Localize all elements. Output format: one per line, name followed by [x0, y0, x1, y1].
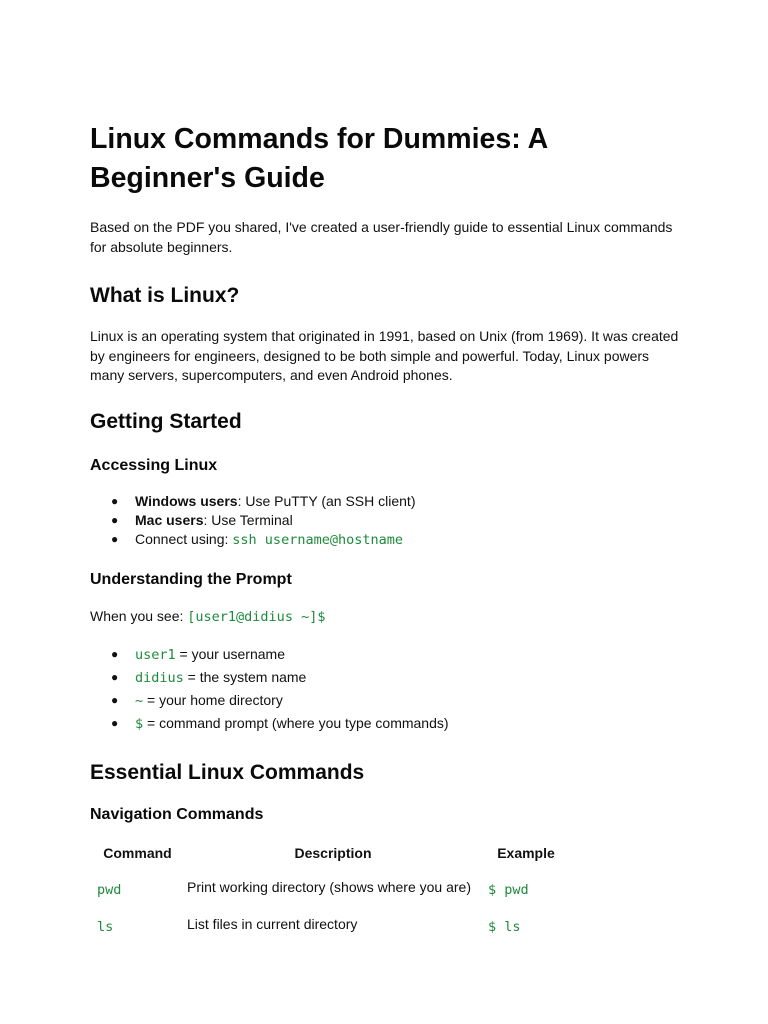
list-item — [90, 689, 680, 712]
page-title: Linux Commands for Dummies: A Beginner's Guide — [90, 123, 548, 194]
list-item-text: Connect using: — [135, 531, 233, 548]
section-heading-essential-commands: Essential Linux Commands — [90, 761, 365, 785]
prompt-intro — [90, 606, 680, 627]
list-item-text: : Use Terminal — [203, 511, 293, 528]
inline-code: user1 — [135, 647, 176, 664]
prompt-intro-text: When you see: — [90, 608, 188, 625]
bullet-icon: ● — [111, 693, 119, 708]
document-page — [90, 120, 680, 945]
table-row — [90, 871, 571, 908]
list-item — [90, 492, 680, 511]
column-header-description: Description — [294, 845, 372, 862]
list-item-bold: Mac users — [135, 511, 204, 528]
prompt-parts-list — [90, 643, 680, 735]
bullet-icon: ● — [111, 647, 119, 662]
inline-code: ssh username@hostname — [232, 532, 403, 549]
example-cell — [481, 871, 571, 908]
list-item — [90, 643, 680, 666]
command-cell — [90, 908, 185, 945]
what-is-linux-paragraph: Linux is an operating system that originated in 1991, based on Unix (from 1969). It was created by engineers for engineers, designed to be both simple and powerful. Today, Linux powers many servers, supercomputers, and even Android phones. — [90, 328, 679, 383]
section-heading-getting-started: Getting Started — [90, 409, 242, 433]
bullet-icon: ● — [111, 532, 119, 547]
inline-code: ~ — [135, 693, 144, 710]
inline-code: [user1@didius ~]$ — [187, 609, 326, 626]
column-header-command: Command — [103, 845, 172, 862]
accessing-linux-list — [90, 492, 680, 551]
list-item-text: = command prompt (where you type commands) — [143, 715, 449, 732]
description-cell: List files in current directory — [187, 916, 358, 933]
bullet-icon: ● — [111, 493, 119, 508]
command-code: pwd — [97, 882, 122, 899]
list-item-bold: Windows users — [135, 492, 238, 509]
navigation-commands-table — [90, 839, 571, 945]
inline-code: didius — [135, 670, 184, 687]
bullet-icon: ● — [111, 512, 119, 527]
table-row — [90, 908, 571, 945]
bullet-icon: ● — [111, 716, 119, 731]
list-item-text: : Use PuTTY (an SSH client) — [237, 492, 416, 509]
list-item-text: = your home directory — [143, 692, 283, 709]
table-header-row — [90, 839, 571, 871]
section-heading-what-is-linux: What is Linux? — [90, 284, 240, 307]
example-code: $ ls — [488, 919, 521, 936]
list-item — [90, 712, 680, 735]
list-item-text: = your username — [175, 646, 285, 663]
description-cell: Print working directory (shows where you are) — [187, 879, 471, 896]
list-item — [90, 530, 680, 550]
example-cell — [481, 908, 571, 945]
subheading-understanding-prompt: Understanding the Prompt — [90, 571, 292, 589]
subheading-navigation-commands: Navigation Commands — [90, 806, 264, 824]
list-item-text: = the system name — [183, 669, 307, 686]
bullet-icon: ● — [111, 670, 119, 685]
column-header-example: Example — [497, 845, 555, 862]
list-item — [90, 666, 680, 689]
command-cell — [90, 871, 185, 908]
subheading-accessing-linux: Accessing Linux — [90, 456, 218, 474]
intro-paragraph: Based on the PDF you shared, I've created a user-friendly guide to essential Linux commands for absolute beginners. — [90, 219, 673, 255]
list-item — [90, 511, 680, 530]
command-code: ls — [97, 919, 114, 936]
example-code: $ pwd — [488, 882, 529, 899]
inline-code: $ — [135, 716, 144, 733]
